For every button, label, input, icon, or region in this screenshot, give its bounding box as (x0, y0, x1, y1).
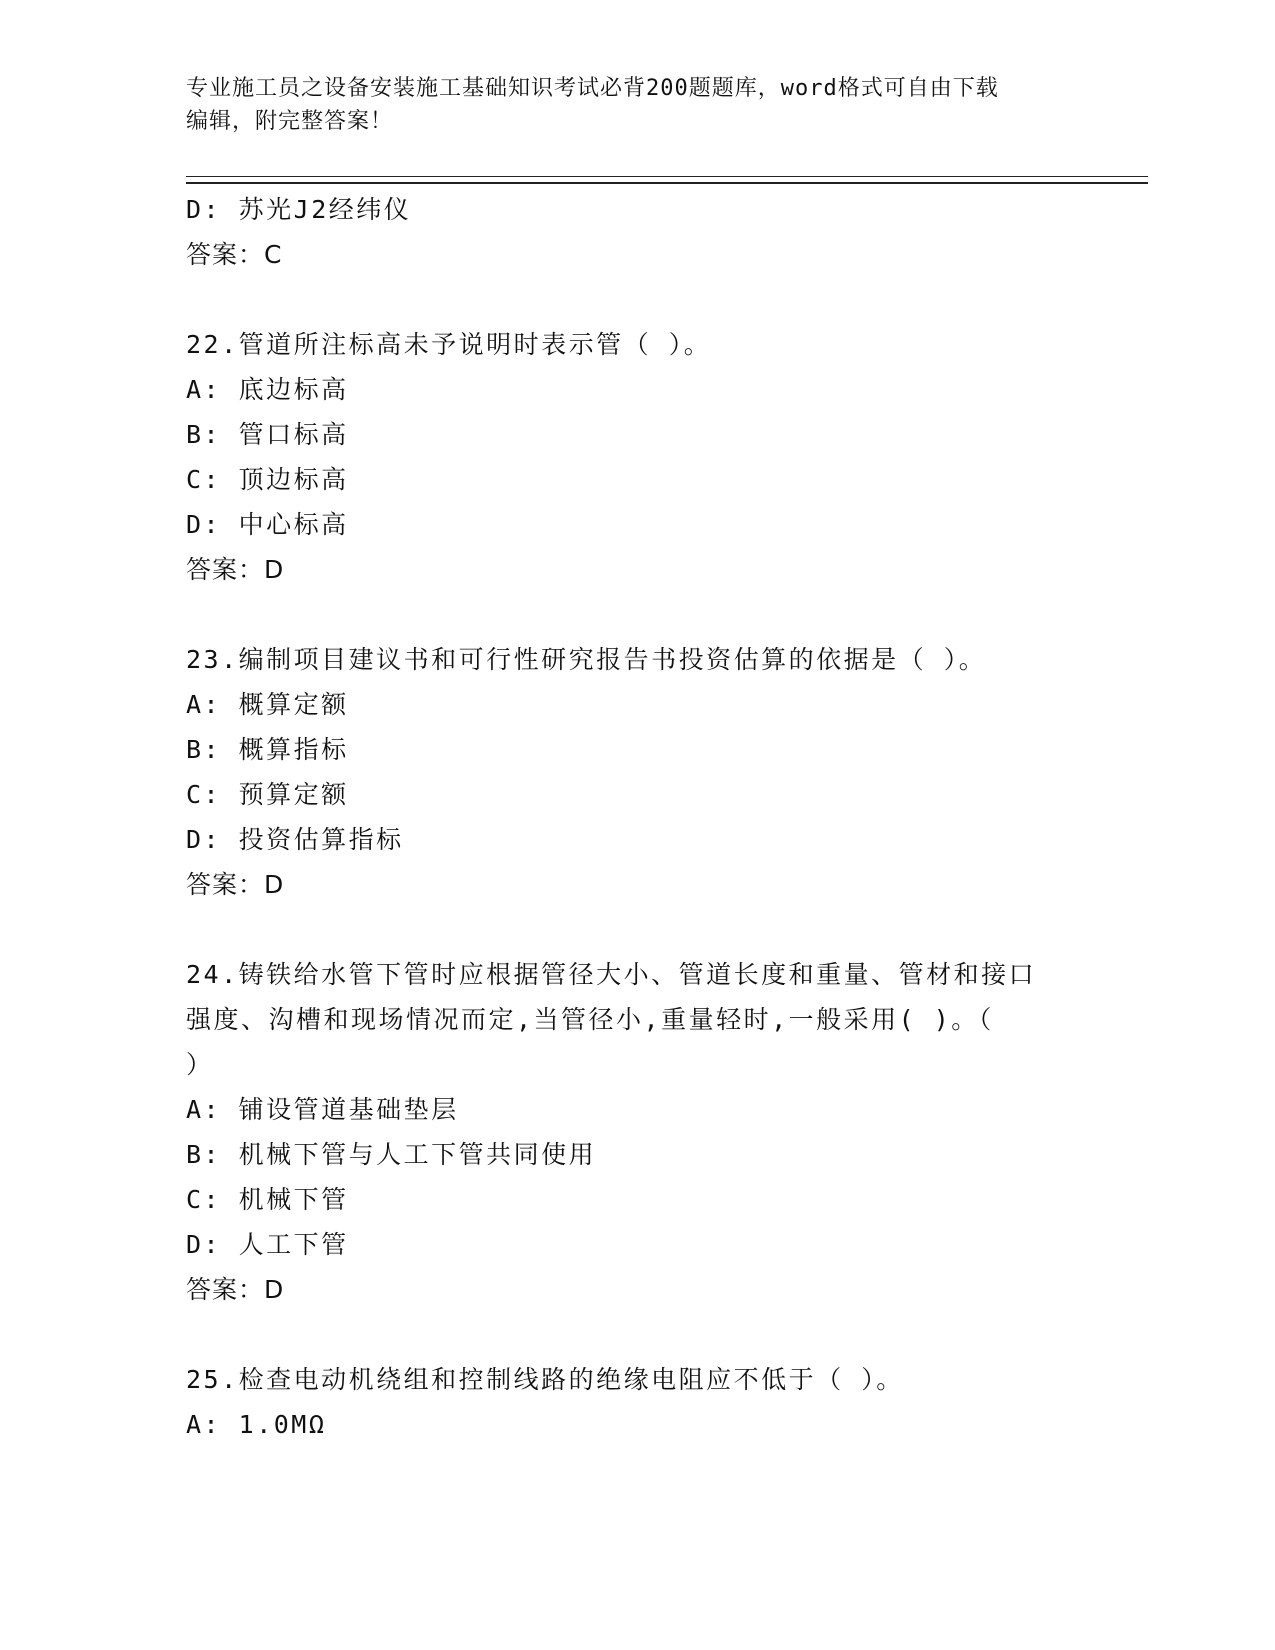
option-b: B: 机械下管与人工下管共同使用 (186, 1140, 597, 1169)
question-23 (186, 637, 1086, 907)
option-a: A: 铺设管道基础垫层 (186, 1095, 459, 1124)
spacer (186, 907, 1086, 952)
option-c: C: 顶边标高 (186, 465, 349, 494)
q21-option-d: D: 苏光J2经纬仪 (186, 195, 412, 224)
question-stem-line-3: ） (186, 1050, 214, 1079)
answer: 答案：D (186, 1275, 285, 1304)
answer: 答案：D (186, 555, 285, 584)
question-stem: 23.编制项目建议书和可行性研究报告书投资估算的依据是（ ）。 (186, 645, 987, 674)
question-stem: 25.检查电动机绕组和控制线路的绝缘电阻应不低于（ ）。 (186, 1365, 904, 1394)
header-divider (186, 176, 1148, 184)
question-stem: 22.管道所注标高未予说明时表示管（ ）。 (186, 330, 712, 359)
question-stem-line-2: 强度、沟槽和现场情况而定,当管径小,重量轻时,一般采用( )。（ (186, 1005, 994, 1034)
q21-answer: 答案：C (186, 240, 283, 269)
option-d: D: 投资估算指标 (186, 825, 404, 854)
spacer (186, 1312, 1086, 1357)
option-d: D: 人工下管 (186, 1230, 349, 1259)
option-b: B: 概算指标 (186, 735, 349, 764)
option-a: A: 底边标高 (186, 375, 349, 404)
question-25 (186, 1357, 1086, 1447)
option-a: A: 概算定额 (186, 690, 349, 719)
question-22 (186, 322, 1086, 592)
document-header (186, 72, 1086, 138)
option-d: D: 中心标高 (186, 510, 349, 539)
option-c: C: 机械下管 (186, 1185, 349, 1214)
question-stem-line-1: 24.铸铁给水管下管时应根据管径大小、管道长度和重量、管材和接口 (186, 960, 1037, 989)
spacer (186, 592, 1086, 637)
option-a: A: 1.0MΩ (186, 1410, 327, 1439)
option-b: B: 管口标高 (186, 420, 349, 449)
question-list (186, 187, 1086, 1447)
header-title-line-2: 编辑，附完整答案！ (186, 109, 394, 134)
header-title-line-1: 专业施工员之设备安装施工基础知识考试必背200题题库，word格式可自由下载 (186, 76, 999, 101)
spacer (186, 277, 1086, 322)
option-c: C: 预算定额 (186, 780, 349, 809)
question-24 (186, 952, 1086, 1312)
answer: 答案：D (186, 870, 285, 899)
